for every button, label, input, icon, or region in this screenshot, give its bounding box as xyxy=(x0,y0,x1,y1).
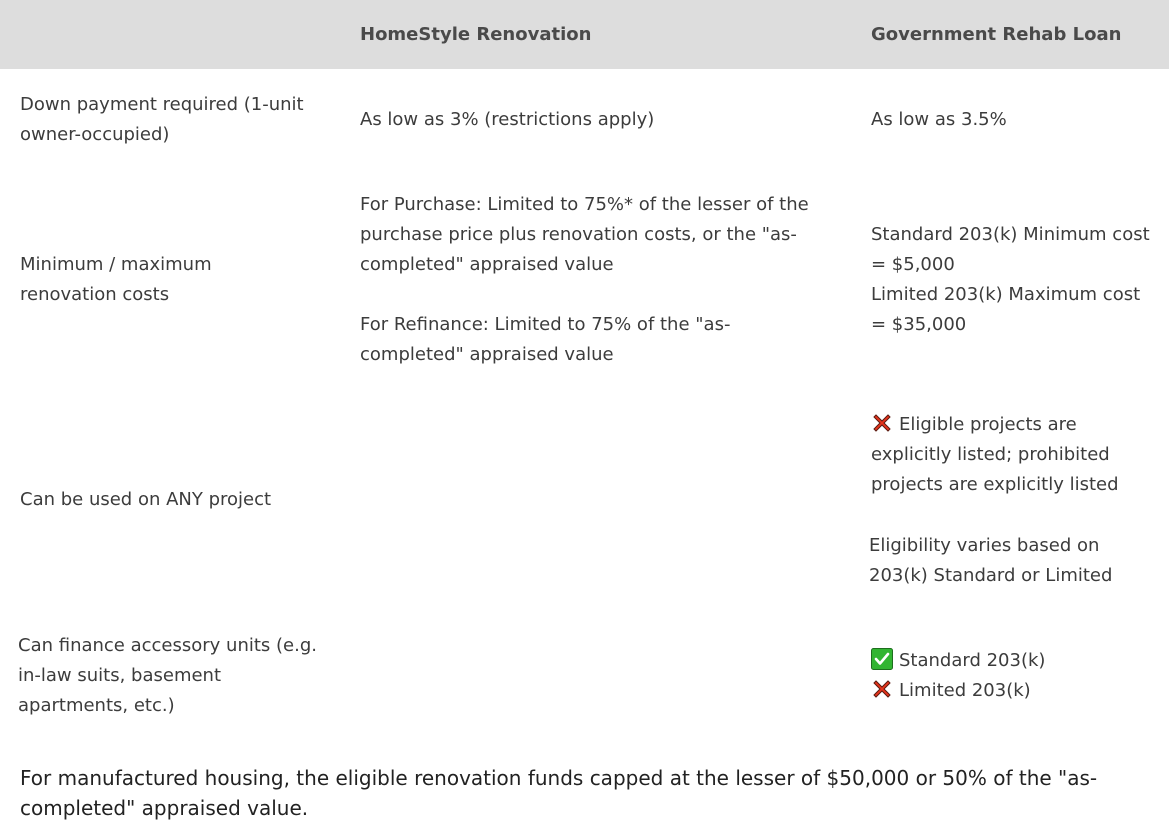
gov-any-project-text: Eligible projects are explicitly listed; prohibited projects are explicitly listed xyxy=(871,414,1119,495)
cross-mark-icon xyxy=(871,412,893,434)
row-label-accessory-units: Can finance accessory units (e.g. in-law suits, basement apartments, etc.) xyxy=(18,635,317,716)
gov-accessory-standard-line xyxy=(871,646,1156,676)
gov-eligibility-note: Eligibility varies based on 203(k) Standard or Limited xyxy=(869,535,1113,586)
gov-accessory-standard: Standard 203(k) xyxy=(899,650,1046,671)
row-label-down-payment: Down payment required (1-unit owner-occupied) xyxy=(20,94,304,145)
manufactured-housing-footnote: For manufactured housing, the eligible renovation funds capped at the lesser of $50,000 or 50% of the "as-completed" appraised value. xyxy=(20,766,1098,820)
gov-down-payment: As low as 3.5% xyxy=(871,109,1007,130)
gov-accessory-limited-line xyxy=(871,676,1156,706)
gov-any-project xyxy=(871,410,1156,500)
homestyle-down-payment: As low as 3% (restrictions apply) xyxy=(360,109,655,130)
gov-accessory-limited: Limited 203(k) xyxy=(899,680,1031,701)
gov-standard-minimum: Standard 203(k) Minimum cost = $5,000 xyxy=(871,224,1150,275)
row-label-any-project: Can be used on ANY project xyxy=(20,489,272,510)
header-gov-rehab: Government Rehab Loan xyxy=(871,24,1122,45)
gov-limited-maximum: Limited 203(k) Maximum cost = $35,000 xyxy=(871,284,1141,335)
check-mark-icon xyxy=(871,648,893,670)
table-header xyxy=(0,0,1169,69)
header-homestyle: HomeStyle Renovation xyxy=(360,24,592,45)
homestyle-refinance-limit: For Refinance: Limited to 75% of the "as-completed" appraised value xyxy=(360,314,731,365)
row-label-renovation-costs: Minimum / maximum renovation costs xyxy=(20,254,212,305)
gov-accessory-units xyxy=(871,646,1156,706)
cross-mark-icon xyxy=(871,678,893,700)
homestyle-purchase-limit: For Purchase: Limited to 75%* of the lesser of the purchase price plus renovation costs, or the "as-completed" appraised value xyxy=(360,194,809,275)
